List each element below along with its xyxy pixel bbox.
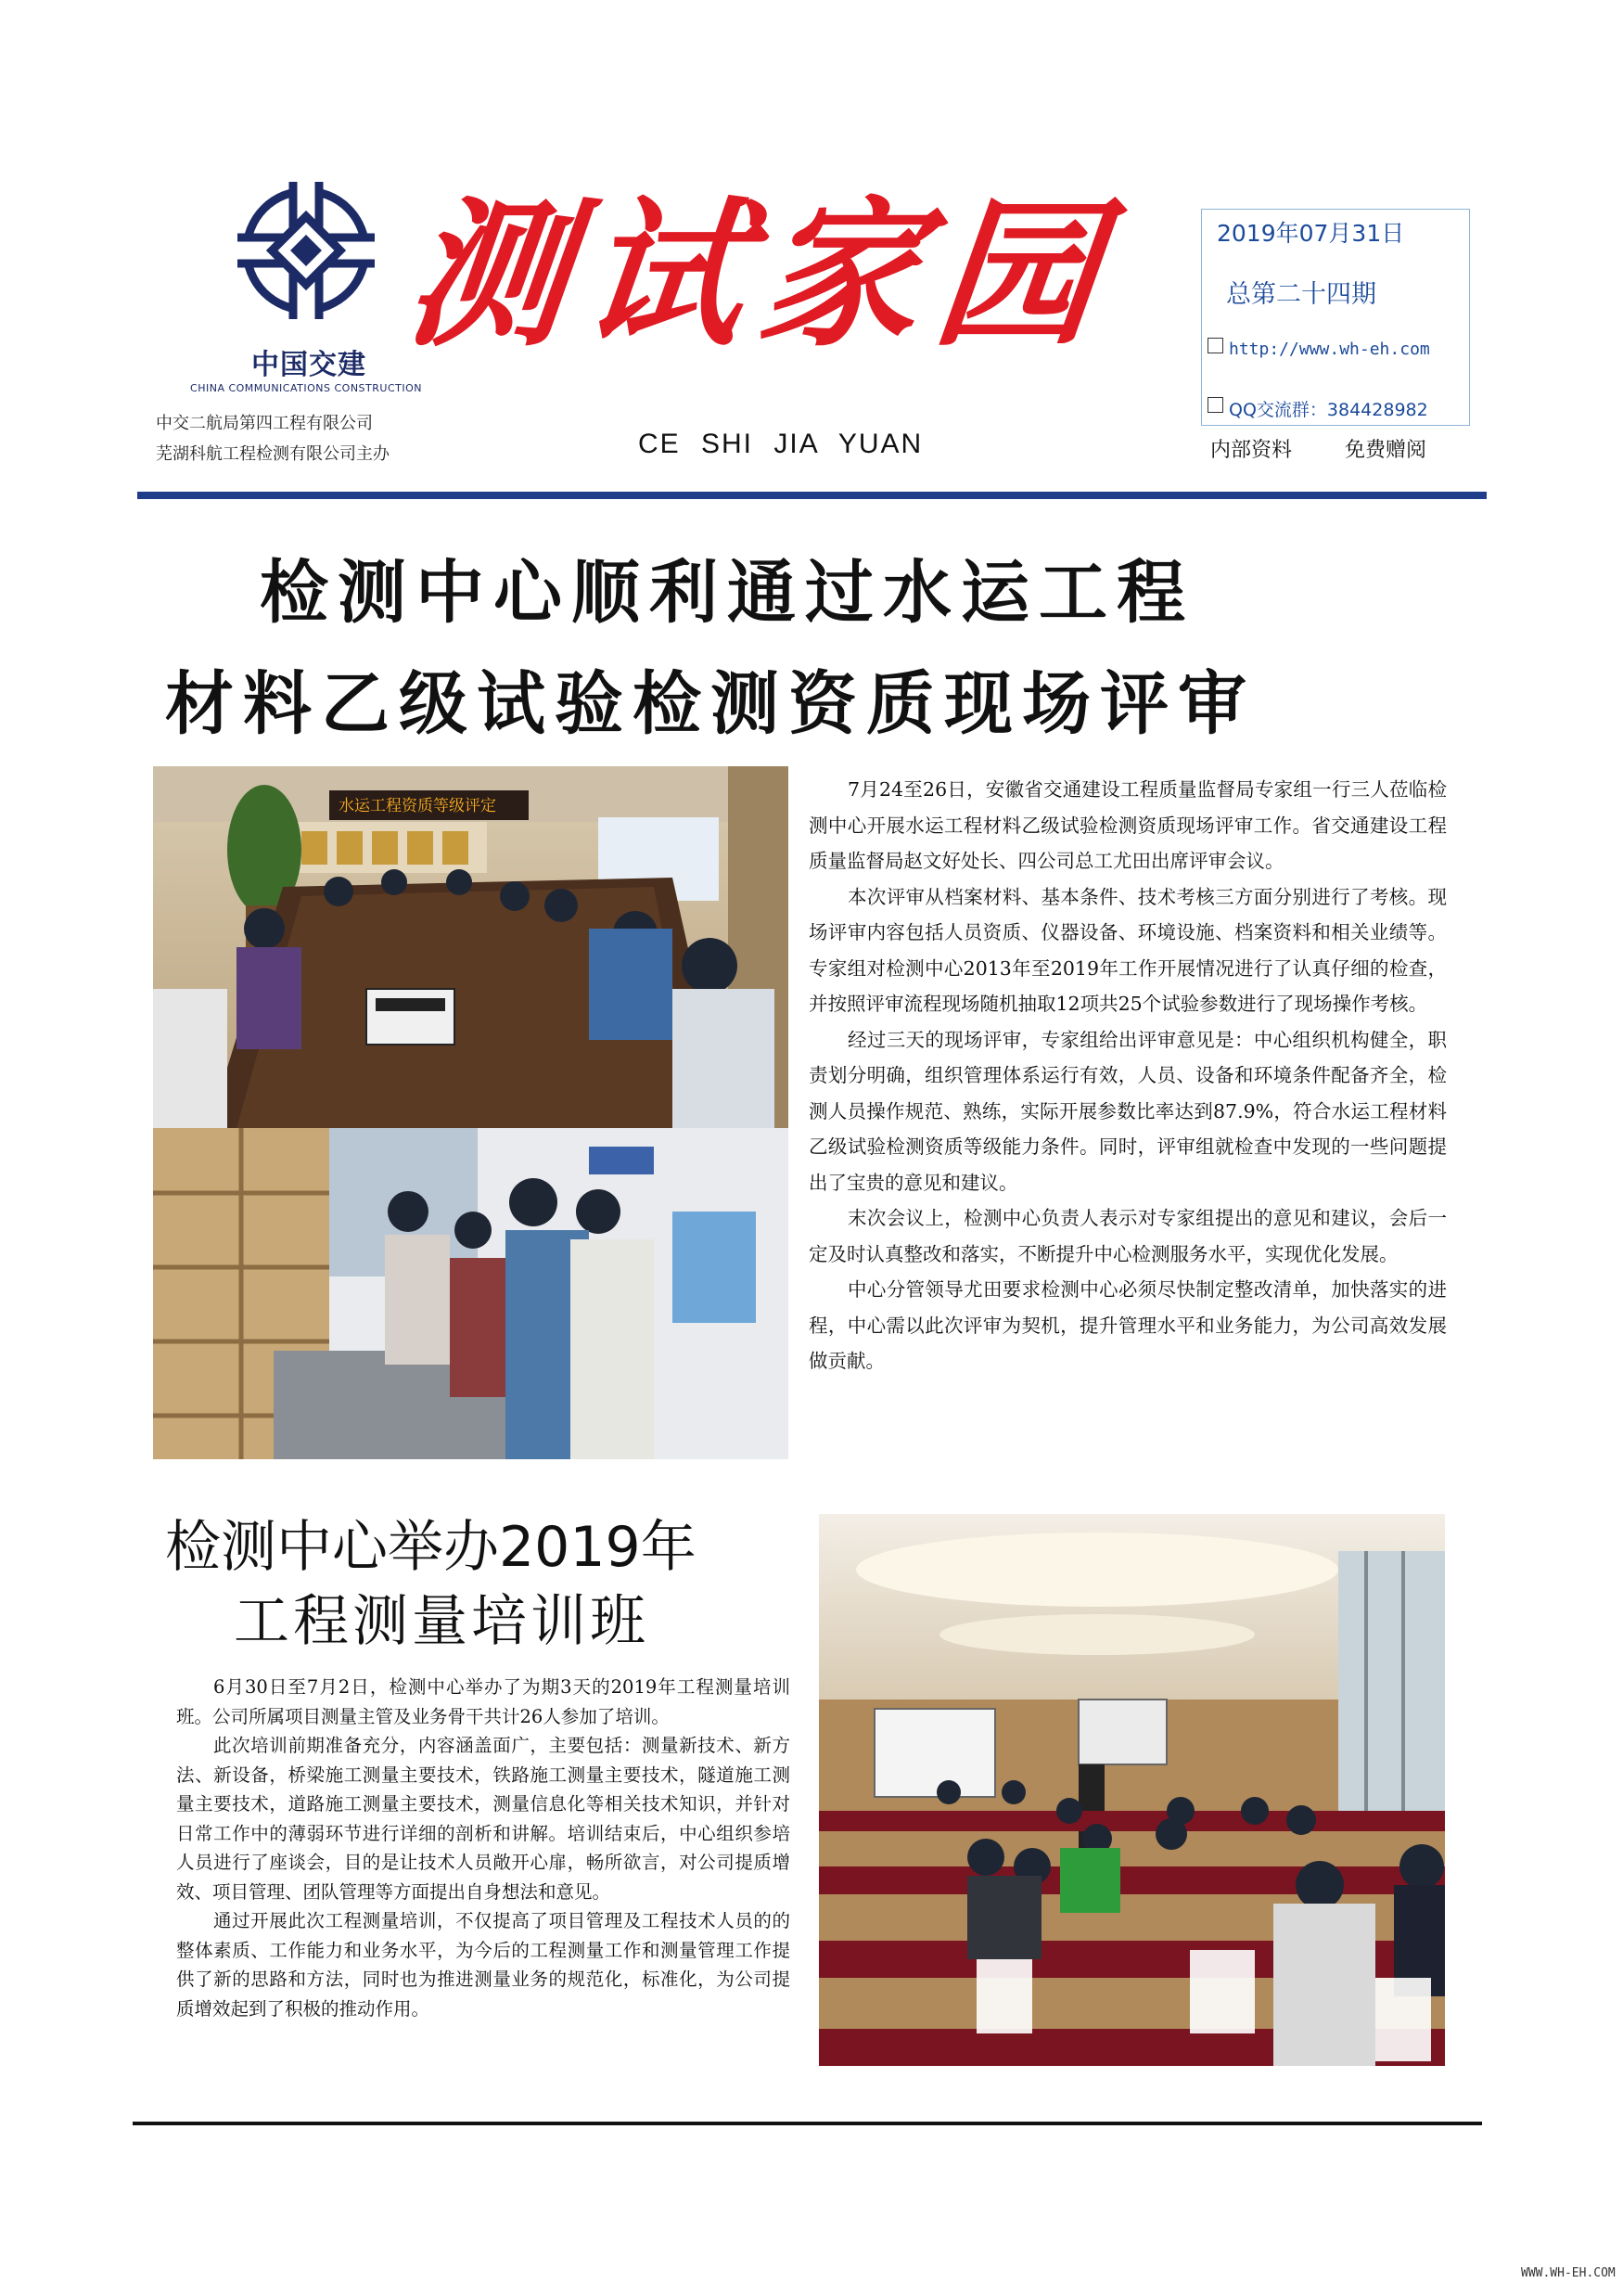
- checkbox-icon: [1208, 338, 1223, 353]
- publisher-line-2: 芜湖科航工程检测有限公司主办: [156, 444, 390, 464]
- publisher-line-1: 中交二航局第四工程有限公司: [156, 414, 373, 433]
- masthead-divider: [137, 492, 1487, 499]
- article1-paragraph: 本次评审从档案材料、基本条件、技术考核三方面分别进行了考核。现场评审内容包括人员资质、仪器设备、环境设施、档案资料和相关业绩等。专家组对检测中心2013年至2019年工作开展情况进行了认真仔细的检查，并按照评审流程现场随机抽取12项共25个试验参数进行了现场操作考核。: [809, 885, 1447, 1015]
- meeting-photo: [153, 766, 788, 1128]
- free-note: 免费赠阅: [1345, 439, 1427, 462]
- footer-website: WWW.WH-EH.COM: [1521, 2266, 1616, 2280]
- article1-body: [809, 772, 1447, 1379]
- masthead-pinyin: CE SHI JIA YUAN: [638, 429, 924, 459]
- website-link[interactable]: http://www.wh-eh.com: [1229, 340, 1430, 359]
- article2-paragraph: 6月30日至7月2日，检测中心举办了为期3天的2019年工程测量培训班。公司所属项目测量主管及业务骨干共计26人参加了培训。: [176, 1676, 790, 1727]
- qq-group: QQ交流群：384428982: [1229, 400, 1428, 420]
- article1-headline-line2: 材料乙级试验检测资质现场评审: [165, 664, 1256, 744]
- article2-paragraph: 通过开展此次工程测量培训，不仅提高了项目管理及工程技术人员的的整体素质、工作能力和业务水平，为今后的工程测量工作和测量管理工作提供了新的思路和方法，同时也为推进测量业务的规范化，标准化，为公司提质增效起到了积极的推动作用。: [176, 1910, 790, 2020]
- photo-banner-text: 水运工程资质等级评定: [339, 797, 496, 815]
- logo-english-name: CHINA COMMUNICATIONS CONSTRUCTION: [190, 382, 422, 394]
- masthead-title: 测试家园: [398, 180, 1123, 368]
- article2-headline-line1: 检测中心举办2019年: [165, 1515, 696, 1580]
- logo-chinese-name: 中国交建: [251, 349, 366, 381]
- issue-number: 总第二十四期: [1226, 280, 1376, 309]
- training-class-photo: [819, 1514, 1445, 2066]
- checkbox-icon: [1208, 397, 1223, 413]
- article1-paragraph: 7月24至26日，安徽省交通建设工程质量监督局专家组一行三人莅临检测中心开展水运工程材料乙级试验检测资质现场评审工作。省交通建设工程质量监督局赵文好处长、四公司总工尤田出席评审会议。: [809, 778, 1447, 872]
- article2-paragraph: 此次培训前期准备充分，内容涵盖面广，主要包括：测量新技术、新方法、新设备，桥梁施工测量主要技术，铁路施工测量主要技术，隧道施工测量主要技术，道路施工测量主要技术，测量信息化等相关技术知识，并针对日常工作中的薄弱环节进行详细的剖析和讲解。培训结束后，中心组织参培人员进行了座谈会，目的是让技术人员敞开心扉，畅所欲言，对公司提质增效、项目管理、团队管理等方面提出自身想法和意见。: [176, 1735, 790, 1903]
- article1-paragraph: 末次会议上，检测中心负责人表示对专家组提出的意见和建议，会后一定及时认真整改和落实，不断提升中心检测服务水平，实现优化发展。: [809, 1207, 1447, 1265]
- bottom-divider: [133, 2122, 1482, 2125]
- internal-note: 内部资料: [1210, 439, 1293, 462]
- article1-paragraph: 中心分管领导尤田要求检测中心必须尽快制定整改清单，加快落实的进程，中心需以此次评审为契机，提升管理水平和业务能力，为公司高效发展做贡献。: [809, 1278, 1447, 1372]
- article2-body: [176, 1673, 790, 2023]
- article2-headline-line2: 工程测量培训班: [234, 1589, 649, 1654]
- lab-inspection-photo: [153, 1128, 788, 1459]
- article1-paragraph: 经过三天的现场评审，专家组给出评审意见是：中心组织机构健全，职责划分明确，组织管理体系运行有效，人员、设备和环境条件配备齐全，检测人员操作规范、熟练，实际开展参数比率达到87.9%，符合水运工程材料乙级试验检测资质等级能力条件。同时，评审组就检查中发现的一些问题提出了宝贵的意见和建议。: [809, 1028, 1447, 1194]
- issue-date: 2019年07月31日: [1217, 220, 1405, 247]
- article1-headline-line1: 检测中心顺利通过水运工程: [260, 553, 1195, 633]
